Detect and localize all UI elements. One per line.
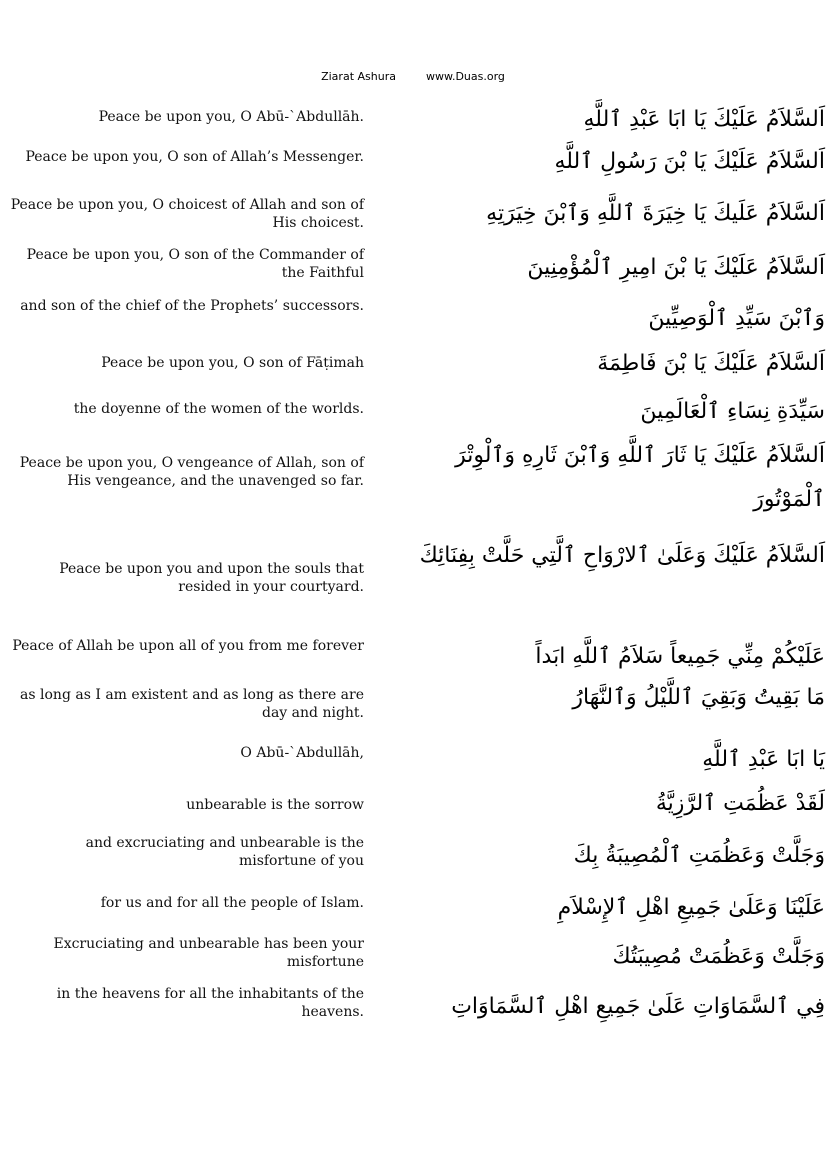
english-translation: Excruciating and unbearable has been your misfortune (53, 936, 364, 970)
arabic-text: اَلسَّلاَمُ عَلَيْكَ يَا بْنَ فَاطِمَةَ (597, 351, 825, 376)
arabic-text: وَجَلَّتْ وَعَظُمَتْ مُصِيبَتُكَ (612, 944, 825, 969)
text-row (10, 791, 825, 816)
text-row (10, 443, 825, 512)
text-row (10, 637, 825, 669)
english-translation: and son of the chief of the Prophets’ successors. (20, 298, 364, 314)
arabic-text: اَلسَّلاَمُ عَلَيْكَ يَا بْنَ رَسُولِ ٱللَّهِ (554, 149, 825, 174)
text-row (10, 894, 825, 920)
english-translation: in the heavens for all the inhabitants of the heavens. (56, 986, 364, 1020)
text-row (10, 834, 825, 870)
arabic-text: اَلسَّلاَمُ عَلَيكَ يَا خِيَرَةَ ٱللَّهِ وَٱبْنَ خِيَرَتِهِ (486, 201, 825, 226)
english-translation: O Abū-`Abdullāh, (240, 745, 364, 761)
text-row (10, 107, 825, 132)
english-translation: Peace be upon you, O choicest of Allah and son of His choicest. (10, 197, 364, 231)
english-translation: Peace of Allah be upon all of you from me forever (12, 638, 364, 654)
arabic-text: وَٱبْنَ سَيِّدِ ٱلْوَصِيِّينَ (648, 306, 825, 331)
arabic-text: مَا بَقِيتُ وَبَقِيَ ٱللَّيْلُ وَٱلنَّهَارُ (572, 685, 825, 710)
text-row (10, 297, 825, 331)
text-row (10, 148, 825, 174)
text-row (10, 246, 825, 282)
text-row (10, 935, 825, 971)
document-title: Ziarat Ashura (321, 70, 396, 83)
english-translation: and excruciating and unbearable is the misfortune of you (85, 835, 364, 869)
english-translation: Peace be upon you, O son of Allah’s Messenger. (25, 149, 364, 165)
english-translation: Peace be upon you, O vengeance of Allah, son of His vengeance, and the unavenged so far. (19, 455, 364, 489)
arabic-text: اَلسَّلاَمُ عَلَيْكَ وَعَلَىٰ ٱلارْوَاحِ ٱلَّتِي حَلَّتْ بِفِنَائِكَ (419, 543, 825, 568)
english-translation: Peace be upon you and upon the souls that resided in your courtyard. (59, 561, 364, 595)
text-row (10, 985, 825, 1021)
arabic-text: عَلَيْنَا وَعَلَىٰ جَمِيعِ اهْلِ ٱلإِسْلاَمِ (557, 895, 825, 920)
english-translation: Peace be upon you, O son of the Commander of the Faithful (26, 247, 364, 281)
arabic-text: اَلسَّلاَمُ عَلَيْكَ يَا ثَارَ ٱللَّهِ وَٱبْنَ ثَارِهِ وَٱلْوِتْرَ ٱلْمَوْتُورَ (455, 443, 825, 512)
english-translation: as long as I am existent and as long as there are day and night. (20, 687, 364, 721)
text-row (10, 543, 825, 596)
english-translation: the doyenne of the women of the worlds. (73, 401, 364, 417)
arabic-text: لَقَدْ عَظُمَتِ ٱلرَّزِيَّةُ (655, 791, 825, 816)
arabic-text: فِي ٱلسَّمَاوَاتِ عَلَىٰ جَمِيعِ اهْلِ ٱلسَّمَاوَاتِ (451, 994, 825, 1019)
arabic-text: عَلَيْكُمْ مِنِّي جَمِيعاً سَلاَمُ ٱللَّهِ ابَداً (535, 644, 825, 669)
arabic-text: اَلسَّلاَمُ عَلَيْكَ يَا ابَا عَبْدِ ٱللَّهِ (583, 107, 825, 132)
arabic-text: سَيِّدَةِ نِسَاءِ ٱلْعَالَمِينَ (640, 399, 825, 424)
arabic-text: يَا ابَا عَبْدِ ٱللَّهِ (702, 747, 825, 772)
text-row (10, 685, 825, 722)
text-row (10, 196, 825, 232)
text-row (10, 744, 825, 772)
english-translation: Peace be upon you, O son of Fāṭimah (101, 355, 364, 371)
arabic-text: اَلسَّلاَمُ عَلَيْكَ يَا بْنَ امِيرِ ٱلْمُؤْمِنِينَ (527, 255, 825, 280)
english-translation: Peace be upon you, O Abū-`Abdullāh. (98, 109, 364, 125)
english-translation: unbearable is the sorrow (186, 797, 364, 813)
arabic-text: وَجَلَّتْ وَعَظُمَتِ ٱلْمُصِيبَةُ بِكَ (573, 843, 825, 868)
text-row (10, 351, 825, 376)
site-url: www.Duas.org (425, 70, 505, 83)
english-translation: for us and for all the people of Islam. (100, 895, 364, 911)
text-row (10, 399, 825, 424)
